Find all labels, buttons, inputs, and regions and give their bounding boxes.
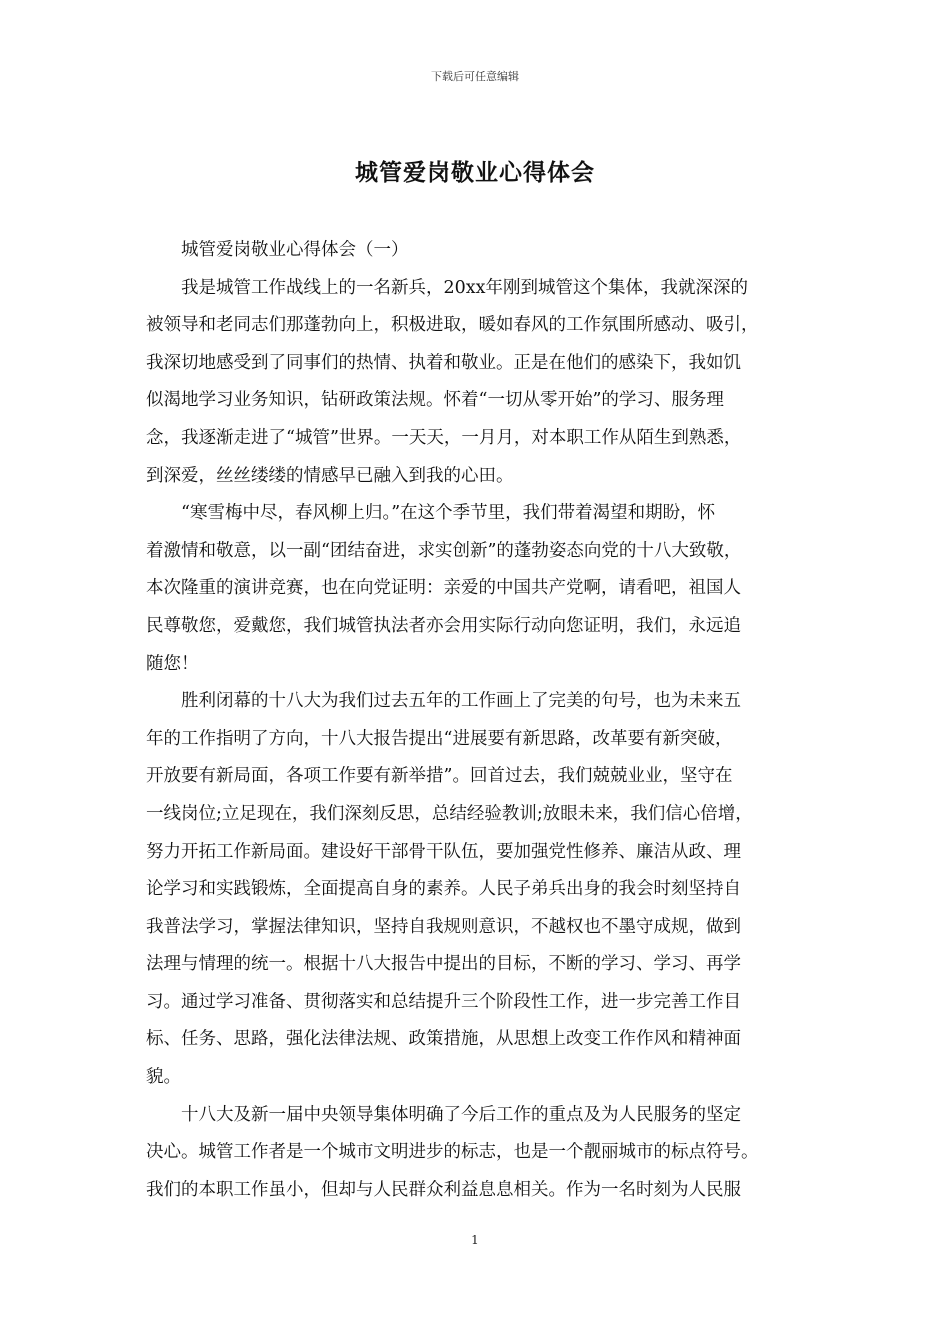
paragraph-4: 十八大及新一届中央领导集体明确了今后工作的重点及为人民服务的坚定 决心。城管工作者是一个城市文明进步的标志，也是一个靓丽城市的标点符号。 我们的本职工作虽小，但却与人民群众利益息息相关。作为一名时刻为人民服 xyxy=(146,1104,759,1200)
page-number: 1 xyxy=(471,1233,479,1247)
paragraph-3: 胜利闭幕的十八大为我们过去五年的工作画上了完美的句号，也为未来五 年的工作指明了方向，十八大报告提出“进展要有新思路，改革要有新突破， 开放要有新局面，各项工作要有新举措”。回首过去，我们兢兢业业，坚守在 一线岗位;立足现在，我们深刻反思，总结经验教训;放眼未来，我们信心倍增， 努力开拓工作新局面。建设好干部骨干队伍，要加强党性修养、廉洁从政、理 论学习和实践锻炼，全面提高自身的素养。人民子弟兵出身的我会时刻坚持自 我普法学习，掌握法律知识，坚持自我规则意识，不越权也不墨守成规，做到 法理与情理的统一。根据十八大报告中提出的目标，不断的学习、学习、再学 习。通过学习准备、贯彻落实和总结提升三个阶段性工作，进一步完善工作目 标、任务、思路，强化法律法规、政策措施，从思想上改变工作作风和精神面 貌。 xyxy=(146,691,753,1088)
header-note: 下载后可任意编辑 xyxy=(431,70,519,83)
document-body xyxy=(146,232,808,1209)
paragraph-1: 我是城管工作战线上的一名新兵，20xx年刚到城管这个集体，我就深深的 被领导和老同志们那蓬勃向上，积极进取，暖如春风的工作氛围所感动、吸引， 我深切地感受到了同事们的热情、执着和敬业。正是在他们的感染下，我如饥 似渴地学习业务知识，钻研政策法规。怀着“一切从零开始”的学习、服务理 念，我逐渐走进了“城管”世界。一天天，一月月，对本职工作从陌生到熟悉， 到深爱，丝丝缕缕的情感早已融入到我的心田。 xyxy=(146,277,759,486)
section-subheading: 城管爱岗敬业心得体会（一） xyxy=(181,240,409,260)
paragraph-2: “寒雪梅中尽，春风柳上归。”在这个季节里，我们带着渴望和期盼，怀 着激情和敬意，以一副“团结奋进，求实创新”的蓬勃姿态向党的十八大致敬， 本次隆重的演讲竞赛，也在向党证明：亲爱的中国共产党啊，请看吧，祖国人 民尊敬您，爱戴您，我们城管执法者亦会用实际行动向您证明，我们，永远追 随您！ xyxy=(146,503,742,674)
document-title: 城管爱岗敬业心得体会 xyxy=(355,160,595,186)
